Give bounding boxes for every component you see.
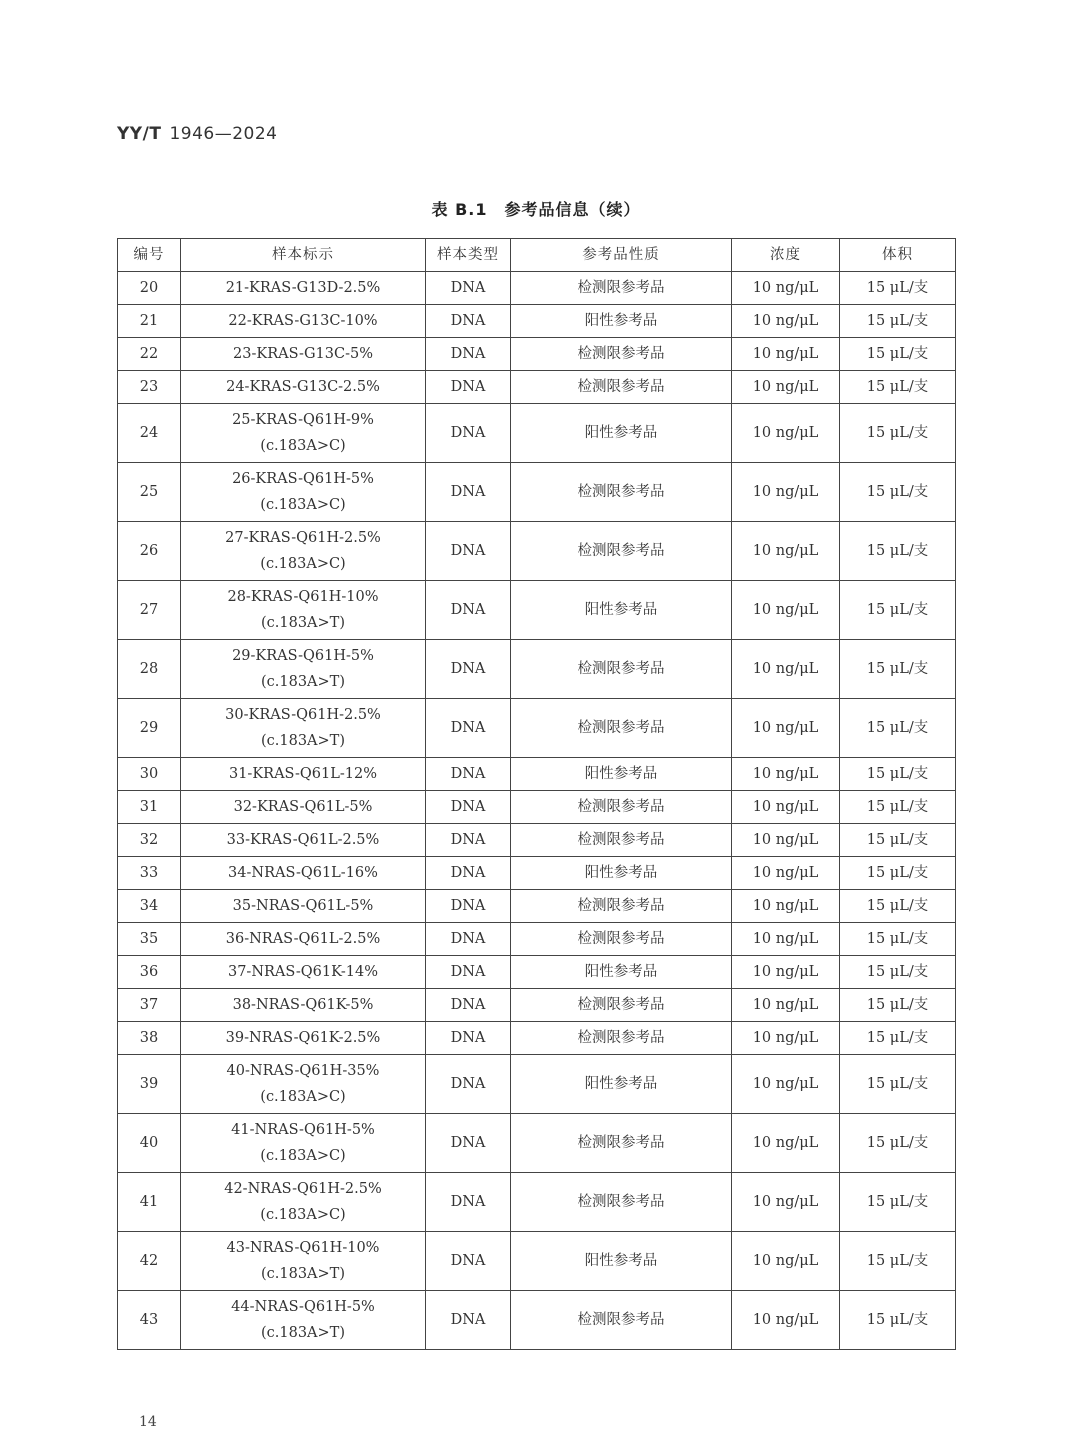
reference-table — [117, 238, 956, 1350]
sample-label-line: 25-KRAS-Q61H-9% — [232, 412, 374, 428]
cell-sample-label — [181, 581, 426, 640]
cell-concentration: 10 ng/μL — [732, 581, 840, 640]
sample-label-line: 37-NRAS-Q61K-14% — [227, 964, 379, 980]
sample-label-line: 35-NRAS-Q61L-5% — [232, 898, 374, 914]
table-row — [118, 699, 956, 758]
cell-reference-nature: 检测限参考品 — [511, 699, 732, 758]
cell-reference-nature: 阳性参考品 — [511, 305, 732, 338]
table-row — [118, 758, 956, 791]
cell-reference-nature: 阳性参考品 — [511, 581, 732, 640]
sample-label-line: 38-NRAS-Q61K-5% — [232, 997, 374, 1013]
cell-sample-label — [181, 1022, 426, 1055]
table-body — [118, 272, 956, 1350]
cell-reference-nature: 阳性参考品 — [511, 758, 732, 791]
cell-volume: 15 μL/支 — [840, 338, 956, 371]
cell-sample-label — [181, 404, 426, 463]
table-row — [118, 305, 956, 338]
cell-volume: 15 μL/支 — [840, 1022, 956, 1055]
cell-concentration: 10 ng/μL — [732, 522, 840, 581]
cell-concentration: 10 ng/μL — [732, 404, 840, 463]
table-row — [118, 1022, 956, 1055]
table-row — [118, 404, 956, 463]
cell-sample-type: DNA — [426, 1114, 511, 1173]
sample-variant-line: (c.183A>C) — [260, 556, 346, 572]
table-row — [118, 371, 956, 404]
cell-volume: 15 μL/支 — [840, 791, 956, 824]
cell-concentration: 10 ng/μL — [732, 758, 840, 791]
cell-sample-label — [181, 1055, 426, 1114]
cell-id: 27 — [118, 581, 181, 640]
cell-id: 39 — [118, 1055, 181, 1114]
cell-id: 38 — [118, 1022, 181, 1055]
cell-reference-nature: 检测限参考品 — [511, 463, 732, 522]
table-row — [118, 1173, 956, 1232]
cell-volume: 15 μL/支 — [840, 758, 956, 791]
cell-reference-nature: 阳性参考品 — [511, 1232, 732, 1291]
sample-label-line: 41-NRAS-Q61H-5% — [231, 1122, 375, 1138]
table-row — [118, 1114, 956, 1173]
cell-volume: 15 μL/支 — [840, 640, 956, 699]
table-row — [118, 956, 956, 989]
cell-sample-type: DNA — [426, 1055, 511, 1114]
cell-id: 30 — [118, 758, 181, 791]
cell-volume: 15 μL/支 — [840, 1173, 956, 1232]
sample-label-line: 29-KRAS-Q61H-5% — [232, 648, 374, 664]
cell-sample-type: DNA — [426, 338, 511, 371]
cell-sample-label — [181, 272, 426, 305]
cell-sample-type: DNA — [426, 581, 511, 640]
cell-sample-label — [181, 640, 426, 699]
cell-reference-nature: 检测限参考品 — [511, 791, 732, 824]
cell-sample-type: DNA — [426, 857, 511, 890]
cell-volume: 15 μL/支 — [840, 956, 956, 989]
cell-concentration: 10 ng/μL — [732, 824, 840, 857]
sample-label-line: 40-NRAS-Q61H-35% — [226, 1063, 380, 1079]
cell-sample-type: DNA — [426, 758, 511, 791]
table-row — [118, 890, 956, 923]
sample-variant-line: (c.183A>C) — [260, 497, 346, 513]
cell-id: 36 — [118, 956, 181, 989]
sample-variant-line: (c.183A>T) — [260, 674, 345, 690]
reference-table-container — [117, 238, 955, 1350]
cell-sample-type: DNA — [426, 1022, 511, 1055]
table-row — [118, 1055, 956, 1114]
cell-id: 31 — [118, 791, 181, 824]
cell-sample-type: DNA — [426, 272, 511, 305]
standard-number: 1946—2024 — [169, 124, 278, 144]
cell-sample-type: DNA — [426, 1173, 511, 1232]
cell-sample-type: DNA — [426, 1291, 511, 1350]
table-header-row — [118, 239, 956, 272]
sample-label-line: 39-NRAS-Q61K-2.5% — [225, 1030, 381, 1046]
cell-volume: 15 μL/支 — [840, 581, 956, 640]
cell-concentration: 10 ng/μL — [732, 463, 840, 522]
cell-sample-label — [181, 463, 426, 522]
cell-sample-label — [181, 338, 426, 371]
cell-id: 43 — [118, 1291, 181, 1350]
sample-label-line: 27-KRAS-Q61H-2.5% — [225, 530, 381, 546]
cell-concentration: 10 ng/μL — [732, 371, 840, 404]
cell-concentration: 10 ng/μL — [732, 338, 840, 371]
cell-reference-nature: 检测限参考品 — [511, 890, 732, 923]
sample-label-line: 22-KRAS-G13C-10% — [228, 313, 378, 329]
cell-id: 42 — [118, 1232, 181, 1291]
table-row — [118, 272, 956, 305]
cell-id: 25 — [118, 463, 181, 522]
column-header-label: 样本标示 — [181, 239, 426, 272]
standard-prefix: YY/T — [117, 124, 162, 144]
sample-label-line: 24-KRAS-G13C-2.5% — [226, 379, 380, 395]
cell-id: 28 — [118, 640, 181, 699]
cell-concentration: 10 ng/μL — [732, 305, 840, 338]
sample-variant-line: (c.183A>C) — [260, 1148, 346, 1164]
cell-sample-label — [181, 1114, 426, 1173]
cell-concentration: 10 ng/μL — [732, 640, 840, 699]
table-row — [118, 338, 956, 371]
table-row — [118, 1232, 956, 1291]
column-header-volume: 体积 — [840, 239, 956, 272]
cell-reference-nature: 阳性参考品 — [511, 956, 732, 989]
table-caption: 表 B.1 参考品信息（续） — [431, 200, 641, 219]
sample-label-line: 21-KRAS-G13D-2.5% — [225, 280, 381, 296]
sample-variant-line: (c.183A>T) — [260, 1325, 345, 1341]
cell-sample-label — [181, 371, 426, 404]
cell-id: 34 — [118, 890, 181, 923]
column-header-id: 编号 — [118, 239, 181, 272]
cell-concentration: 10 ng/μL — [732, 857, 840, 890]
cell-id: 35 — [118, 923, 181, 956]
cell-volume: 15 μL/支 — [840, 1232, 956, 1291]
cell-volume: 15 μL/支 — [840, 1291, 956, 1350]
table-row — [118, 791, 956, 824]
cell-id: 40 — [118, 1114, 181, 1173]
cell-sample-type: DNA — [426, 404, 511, 463]
column-header-concentration: 浓度 — [732, 239, 840, 272]
cell-concentration: 10 ng/μL — [732, 923, 840, 956]
cell-volume: 15 μL/支 — [840, 463, 956, 522]
sample-label-line: 30-KRAS-Q61H-2.5% — [225, 707, 381, 723]
cell-sample-type: DNA — [426, 371, 511, 404]
cell-sample-type: DNA — [426, 640, 511, 699]
sample-label-line: 28-KRAS-Q61H-10% — [227, 589, 379, 605]
sample-variant-line: (c.183A>T) — [260, 615, 345, 631]
table-row — [118, 989, 956, 1022]
cell-reference-nature: 阳性参考品 — [511, 857, 732, 890]
cell-sample-label — [181, 956, 426, 989]
cell-reference-nature: 检测限参考品 — [511, 923, 732, 956]
cell-concentration: 10 ng/μL — [732, 890, 840, 923]
table-row — [118, 923, 956, 956]
cell-concentration: 10 ng/μL — [732, 272, 840, 305]
sample-label-line: 44-NRAS-Q61H-5% — [231, 1299, 375, 1315]
sample-label-line: 36-NRAS-Q61L-2.5% — [225, 931, 381, 947]
table-row — [118, 857, 956, 890]
cell-sample-label — [181, 758, 426, 791]
table-row — [118, 1291, 956, 1350]
sample-label-line: 42-NRAS-Q61H-2.5% — [224, 1181, 382, 1197]
cell-sample-type: DNA — [426, 989, 511, 1022]
sample-variant-line: (c.183A>T) — [260, 733, 345, 749]
cell-sample-label — [181, 989, 426, 1022]
cell-concentration: 10 ng/μL — [732, 1022, 840, 1055]
cell-reference-nature: 检测限参考品 — [511, 371, 732, 404]
cell-concentration: 10 ng/μL — [732, 699, 840, 758]
cell-reference-nature: 检测限参考品 — [511, 1291, 732, 1350]
cell-volume: 15 μL/支 — [840, 890, 956, 923]
sample-label-line: 33-KRAS-Q61L-2.5% — [226, 832, 380, 848]
cell-concentration: 10 ng/μL — [732, 1291, 840, 1350]
column-header-nature: 参考品性质 — [511, 239, 732, 272]
table-row — [118, 522, 956, 581]
cell-volume: 15 μL/支 — [840, 857, 956, 890]
cell-sample-label — [181, 1232, 426, 1291]
table-row — [118, 640, 956, 699]
sample-label-line: 34-NRAS-Q61L-16% — [228, 865, 378, 881]
cell-sample-type: DNA — [426, 1232, 511, 1291]
cell-sample-label — [181, 522, 426, 581]
cell-concentration: 10 ng/μL — [732, 1114, 840, 1173]
cell-sample-type: DNA — [426, 522, 511, 581]
cell-volume: 15 μL/支 — [840, 522, 956, 581]
cell-concentration: 10 ng/μL — [732, 956, 840, 989]
table-row — [118, 824, 956, 857]
cell-concentration: 10 ng/μL — [732, 1232, 840, 1291]
document-code — [117, 124, 277, 144]
cell-volume: 15 μL/支 — [840, 824, 956, 857]
cell-sample-type: DNA — [426, 824, 511, 857]
cell-id: 41 — [118, 1173, 181, 1232]
cell-sample-type: DNA — [426, 923, 511, 956]
cell-reference-nature: 检测限参考品 — [511, 1022, 732, 1055]
sample-label-line: 23-KRAS-G13C-5% — [233, 346, 373, 362]
cell-sample-label — [181, 824, 426, 857]
cell-id: 29 — [118, 699, 181, 758]
cell-reference-nature: 检测限参考品 — [511, 338, 732, 371]
cell-id: 23 — [118, 371, 181, 404]
sample-label-line: 31-KRAS-Q61L-12% — [228, 766, 378, 782]
cell-volume: 15 μL/支 — [840, 1055, 956, 1114]
sample-variant-line: (c.183A>T) — [260, 1266, 345, 1282]
cell-id: 20 — [118, 272, 181, 305]
sample-label-line: 32-KRAS-Q61L-5% — [233, 799, 373, 815]
cell-volume: 15 μL/支 — [840, 272, 956, 305]
cell-volume: 15 μL/支 — [840, 371, 956, 404]
cell-sample-label — [181, 857, 426, 890]
cell-reference-nature: 检测限参考品 — [511, 640, 732, 699]
cell-id: 33 — [118, 857, 181, 890]
cell-reference-nature: 检测限参考品 — [511, 824, 732, 857]
cell-sample-type: DNA — [426, 791, 511, 824]
table-row — [118, 581, 956, 640]
cell-sample-label — [181, 923, 426, 956]
sample-variant-line: (c.183A>C) — [260, 1207, 346, 1223]
cell-volume: 15 μL/支 — [840, 699, 956, 758]
cell-sample-type: DNA — [426, 463, 511, 522]
cell-id: 26 — [118, 522, 181, 581]
table-row — [118, 463, 956, 522]
cell-id: 22 — [118, 338, 181, 371]
cell-sample-label — [181, 699, 426, 758]
cell-concentration: 10 ng/μL — [732, 1173, 840, 1232]
cell-sample-label — [181, 1291, 426, 1350]
cell-reference-nature: 阳性参考品 — [511, 404, 732, 463]
cell-volume: 15 μL/支 — [840, 1114, 956, 1173]
cell-reference-nature: 检测限参考品 — [511, 1114, 732, 1173]
cell-volume: 15 μL/支 — [840, 404, 956, 463]
sample-variant-line: (c.183A>C) — [260, 438, 346, 454]
cell-sample-type: DNA — [426, 305, 511, 338]
column-header-type: 样本类型 — [426, 239, 511, 272]
cell-volume: 15 μL/支 — [840, 923, 956, 956]
sample-label-line: 43-NRAS-Q61H-10% — [226, 1240, 380, 1256]
sample-variant-line: (c.183A>C) — [260, 1089, 346, 1105]
cell-sample-type: DNA — [426, 890, 511, 923]
cell-sample-label — [181, 305, 426, 338]
cell-reference-nature: 检测限参考品 — [511, 989, 732, 1022]
sample-label-line: 26-KRAS-Q61H-5% — [232, 471, 374, 487]
cell-concentration: 10 ng/μL — [732, 1055, 840, 1114]
page-number: 14 — [139, 1414, 157, 1430]
cell-sample-label — [181, 890, 426, 923]
cell-concentration: 10 ng/μL — [732, 791, 840, 824]
cell-id: 32 — [118, 824, 181, 857]
cell-id: 21 — [118, 305, 181, 338]
cell-sample-label — [181, 791, 426, 824]
cell-sample-type: DNA — [426, 956, 511, 989]
cell-reference-nature: 检测限参考品 — [511, 272, 732, 305]
cell-reference-nature: 检测限参考品 — [511, 1173, 732, 1232]
cell-id: 24 — [118, 404, 181, 463]
cell-reference-nature: 阳性参考品 — [511, 1055, 732, 1114]
cell-reference-nature: 检测限参考品 — [511, 522, 732, 581]
cell-sample-type: DNA — [426, 699, 511, 758]
cell-concentration: 10 ng/μL — [732, 989, 840, 1022]
cell-id: 37 — [118, 989, 181, 1022]
cell-volume: 15 μL/支 — [840, 989, 956, 1022]
cell-sample-label — [181, 1173, 426, 1232]
cell-volume: 15 μL/支 — [840, 305, 956, 338]
